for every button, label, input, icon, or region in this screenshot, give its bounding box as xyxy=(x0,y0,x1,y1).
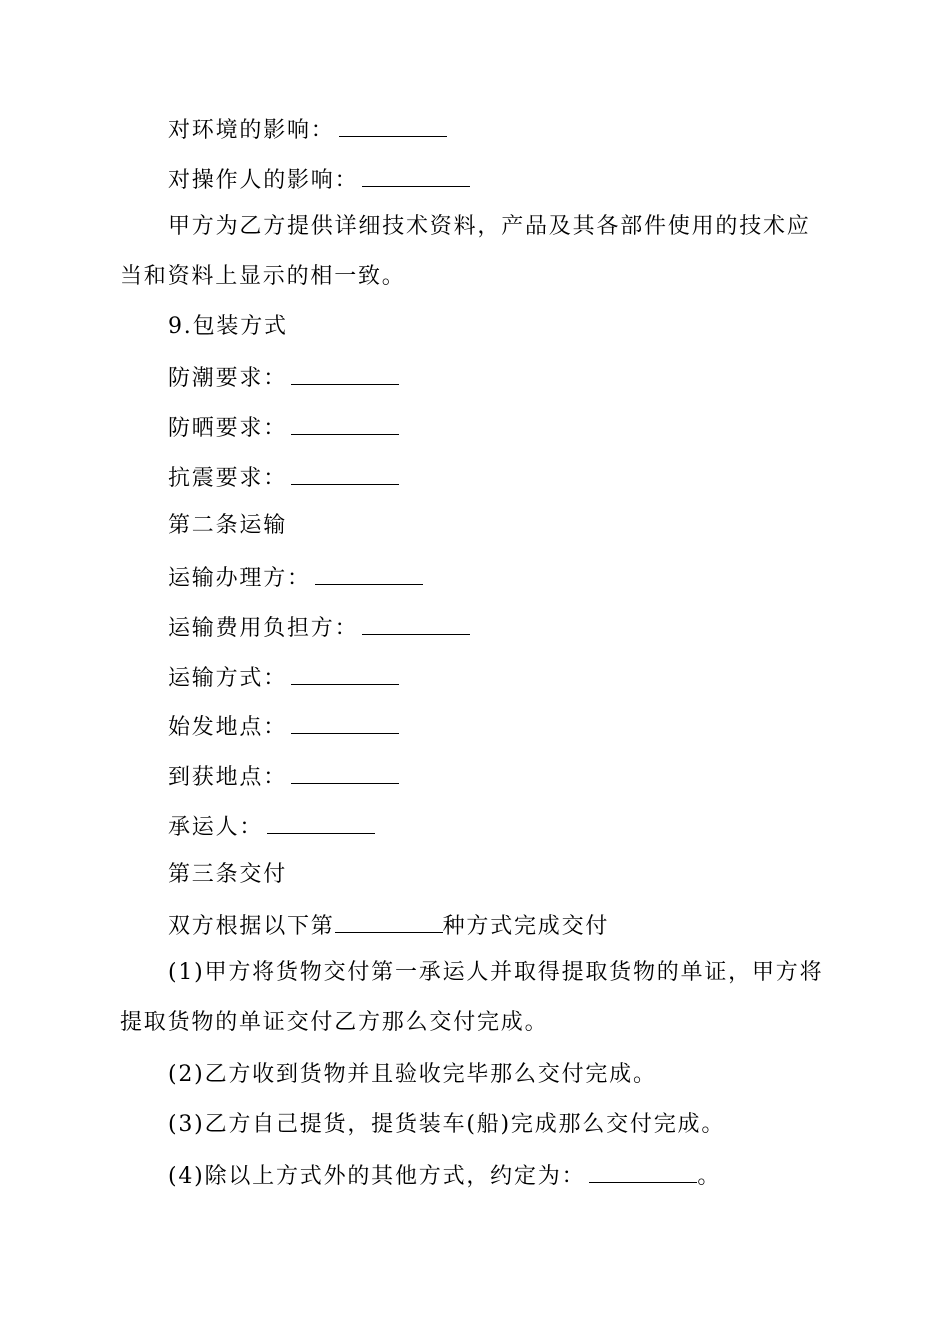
origin-label: 始发地点： xyxy=(168,715,288,740)
delivery-item-4-line xyxy=(168,1162,721,1190)
article3-heading: 第三条交付 xyxy=(168,862,288,887)
shock-label: 抗震要求： xyxy=(168,466,288,491)
origin-line xyxy=(168,713,399,741)
delivery-intro-start: 双方根据以下第 xyxy=(168,914,335,939)
env-impact-blank[interactable] xyxy=(339,116,447,137)
delivery-item-4-end: 。 xyxy=(697,1164,722,1189)
transport-cost-blank[interactable] xyxy=(362,614,470,635)
delivery-item-1: (1)甲方将货物交付第一承运人并取得提取货物的单证，甲方将提取货物的单证交付乙方那么交付完成。 xyxy=(120,960,824,1035)
operator-impact-label: 对操作人的影响： xyxy=(168,168,359,193)
transport-handler-label: 运输办理方： xyxy=(168,566,311,591)
destination-blank[interactable] xyxy=(291,763,399,784)
carrier-line xyxy=(168,813,375,841)
shock-line xyxy=(168,464,399,492)
moisture-blank[interactable] xyxy=(291,364,399,385)
destination-line xyxy=(168,763,399,791)
carrier-blank[interactable] xyxy=(267,813,375,834)
moisture-label: 防潮要求： xyxy=(168,366,288,391)
transport-mode-line xyxy=(168,664,399,692)
transport-mode-label: 运输方式： xyxy=(168,666,288,691)
shock-blank[interactable] xyxy=(291,464,399,485)
operator-impact-line xyxy=(168,166,470,194)
moisture-line xyxy=(168,364,399,392)
sun-blank[interactable] xyxy=(291,414,399,435)
destination-label: 到获地点： xyxy=(168,765,288,790)
delivery-item-3: (3)乙方自己提货，提货装车(船)完成那么交付完成。 xyxy=(168,1112,726,1137)
delivery-item-4-label: (4)除以上方式外的其他方式，约定为： xyxy=(168,1164,586,1189)
article2-heading: 第二条运输 xyxy=(168,513,288,538)
operator-impact-blank[interactable] xyxy=(362,166,470,187)
delivery-choice-blank[interactable] xyxy=(335,912,443,933)
transport-cost-label: 运输费用负担方： xyxy=(168,616,359,641)
transport-handler-line xyxy=(168,564,423,592)
sun-label: 防晒要求： xyxy=(168,416,288,441)
delivery-intro-end: 种方式完成交付 xyxy=(442,914,610,939)
origin-blank[interactable] xyxy=(291,713,399,734)
env-impact-line xyxy=(168,116,447,144)
packaging-heading: 9.包装方式 xyxy=(168,314,288,339)
env-impact-label: 对环境的影响： xyxy=(168,118,335,143)
tech-docs-paragraph: 甲方为乙方提供详细技术资料，产品及其各部件使用的技术应当和资料上显示的相一致。 xyxy=(120,214,811,289)
delivery-item-2: (2)乙方收到货物并且验收完毕那么交付完成。 xyxy=(168,1062,657,1087)
sun-line xyxy=(168,414,399,442)
transport-cost-line xyxy=(168,614,470,642)
carrier-label: 承运人： xyxy=(168,815,264,840)
transport-handler-blank[interactable] xyxy=(315,564,423,585)
delivery-intro-line xyxy=(168,912,609,940)
transport-mode-blank[interactable] xyxy=(291,664,399,685)
delivery-item-4-blank[interactable] xyxy=(589,1162,697,1183)
